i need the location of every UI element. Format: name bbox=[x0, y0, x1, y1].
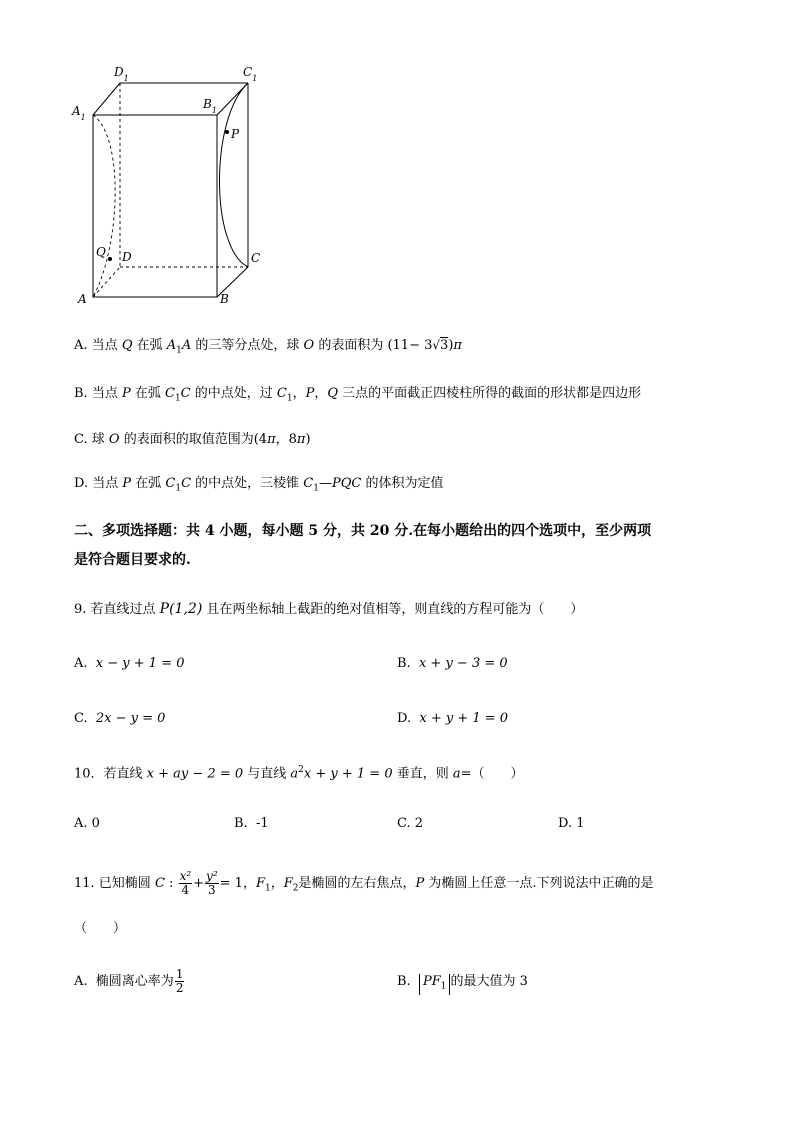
text: 的中点处，三棱锥 bbox=[191, 476, 304, 491]
superscript: 2 bbox=[298, 765, 304, 775]
option-letter: A. bbox=[74, 816, 88, 831]
var: O bbox=[108, 432, 120, 447]
option-value: 0 bbox=[91, 816, 100, 831]
equation: x − y + 1 = 0 bbox=[95, 656, 185, 671]
text: + bbox=[193, 876, 205, 891]
text: 的体积为定值 bbox=[361, 476, 444, 491]
var: P bbox=[305, 386, 315, 401]
subscript: 1 bbox=[175, 483, 182, 494]
label-a: A bbox=[78, 292, 87, 306]
subscript: 2 bbox=[292, 883, 299, 894]
denominator: 2 bbox=[175, 981, 184, 995]
section2-heading-line2: 是符合题目要求的. bbox=[74, 552, 191, 568]
text: 为椭圆上任意一点.下列说法中正确的是 bbox=[424, 876, 654, 891]
denominator: 3 bbox=[208, 883, 216, 897]
q11-option-a bbox=[74, 966, 185, 998]
text: =（ ） bbox=[460, 766, 524, 782]
arc-c1c bbox=[220, 83, 249, 267]
option-letter: B. bbox=[397, 656, 411, 671]
var: C bbox=[164, 386, 175, 401]
numerator: x² bbox=[179, 869, 192, 883]
text: 11. 已知椭圆 bbox=[74, 876, 155, 891]
text: 三点的平面截正四棱柱所得的截面的形状都是四边形 bbox=[338, 386, 642, 401]
expr: ) bbox=[448, 338, 454, 353]
var: A bbox=[181, 338, 192, 353]
var: —PQC bbox=[318, 476, 362, 491]
text: ) bbox=[305, 432, 311, 447]
var: C bbox=[154, 876, 165, 891]
text: 的三等分点处，球 bbox=[191, 338, 304, 353]
text: 的表面积的取值范围为(4 bbox=[119, 432, 268, 447]
q10-option-b bbox=[234, 815, 269, 833]
text: 当点 bbox=[92, 476, 123, 491]
q11-option-b bbox=[397, 966, 528, 998]
absolute-value bbox=[419, 974, 451, 995]
var: C bbox=[303, 476, 314, 491]
var: C bbox=[276, 386, 287, 401]
option-letter: C. bbox=[397, 816, 411, 831]
option-value: 2 bbox=[414, 816, 424, 831]
arc-a1a-hidden bbox=[93, 115, 115, 297]
q9-option-a bbox=[74, 655, 185, 673]
equation: x + y − 3 = 0 bbox=[418, 656, 508, 671]
var: F bbox=[255, 876, 265, 891]
var: C bbox=[165, 476, 176, 491]
var: F bbox=[283, 876, 293, 891]
q9-option-d bbox=[397, 710, 508, 728]
option-letter: C. bbox=[74, 432, 88, 447]
option-letter: D. bbox=[558, 816, 573, 831]
subscript: 1 bbox=[440, 981, 447, 992]
text: 当点 bbox=[91, 386, 122, 401]
option-value: 1 bbox=[576, 816, 585, 831]
subscript: 1 bbox=[313, 483, 319, 494]
point-q bbox=[108, 257, 112, 261]
label-b: B bbox=[220, 292, 229, 306]
text: 与直线 bbox=[243, 766, 291, 782]
text: 球 bbox=[91, 432, 109, 447]
option-letter: B. bbox=[397, 974, 411, 989]
edge-ad-hidden bbox=[93, 267, 120, 297]
var: P bbox=[415, 876, 425, 891]
var: a bbox=[452, 766, 461, 782]
text: 的中点处，过 bbox=[190, 386, 277, 401]
text: ，8 bbox=[275, 432, 297, 447]
pi: π bbox=[453, 338, 462, 353]
fraction bbox=[205, 870, 219, 897]
point-p bbox=[225, 130, 229, 134]
text: 10．若直线 bbox=[74, 766, 147, 782]
var: C bbox=[181, 476, 192, 491]
fraction bbox=[179, 870, 193, 897]
option-letter: A. bbox=[74, 974, 88, 989]
label-d: D bbox=[122, 250, 132, 264]
denominator: 4 bbox=[181, 883, 190, 897]
option-letter: C. bbox=[74, 711, 88, 726]
var: O bbox=[303, 338, 315, 353]
q8-option-d bbox=[74, 475, 443, 498]
q9-stem bbox=[74, 600, 583, 619]
q10-option-c bbox=[397, 815, 423, 833]
subscript: 1 bbox=[286, 393, 293, 404]
var: a bbox=[290, 766, 299, 782]
var: P bbox=[121, 386, 131, 401]
text: 的表面积为 bbox=[314, 338, 388, 353]
equation: x + y + 1 = 0 bbox=[303, 766, 393, 782]
var: A bbox=[166, 338, 177, 353]
option-letter: A. bbox=[74, 656, 88, 671]
var: P bbox=[122, 476, 132, 491]
text: 且在两坐标轴上截距的绝对值相等，则直线的方程可能为（ ） bbox=[202, 602, 584, 617]
option-letter: D. bbox=[74, 476, 89, 491]
expr: (11− 3 bbox=[387, 338, 433, 353]
option-letter: D. bbox=[397, 711, 412, 726]
q10-option-d bbox=[558, 815, 585, 833]
subscript: 1 bbox=[264, 883, 271, 894]
text: 在弧 bbox=[131, 476, 166, 491]
text: 9. 若直线过点 bbox=[74, 602, 160, 617]
equation: x + ay − 2 = 0 bbox=[146, 766, 244, 782]
numerator: 1 bbox=[175, 967, 184, 981]
option-value: -1 bbox=[255, 816, 269, 831]
sqrt-radicand: 3 bbox=[440, 338, 449, 353]
label-b1: $B_1$ bbox=[203, 97, 217, 115]
pi: π bbox=[267, 432, 276, 447]
var: C bbox=[180, 386, 191, 401]
section2-heading-line1: 二、多项选择题：共 4 小题，每小题 5 分，共 20 分.在每小题给出的四个选项中，至少两项 bbox=[74, 523, 652, 539]
q10-stem bbox=[74, 761, 524, 783]
q10-option-a bbox=[74, 815, 100, 833]
text: = 1 bbox=[219, 876, 243, 891]
var: PF bbox=[422, 974, 441, 989]
q8-option-a bbox=[74, 336, 462, 360]
label-q: Q bbox=[96, 245, 106, 259]
text: ， bbox=[270, 876, 284, 891]
q8-option-c bbox=[74, 431, 311, 449]
option-letter: B. bbox=[74, 386, 88, 401]
var: Q bbox=[327, 386, 339, 401]
q9-option-b bbox=[397, 655, 508, 673]
text: ， bbox=[292, 386, 306, 401]
front-face bbox=[93, 115, 217, 297]
option-letter: A. bbox=[74, 338, 88, 353]
sqrt-sign: √ bbox=[432, 338, 441, 352]
label-c: C bbox=[251, 251, 261, 265]
q11-answer-paren: （ ） bbox=[74, 921, 127, 936]
label-a1: $A_1$ bbox=[72, 104, 86, 122]
point: P(1,2) bbox=[159, 601, 203, 617]
text: 垂直，则 bbox=[392, 766, 453, 782]
text: 椭圆离心率为 bbox=[95, 974, 174, 989]
text: ， bbox=[242, 876, 256, 891]
option-letter: B. bbox=[234, 816, 248, 831]
pi: π bbox=[296, 432, 306, 447]
text: 在弧 bbox=[132, 338, 167, 353]
label-c1: $C_1$ bbox=[243, 65, 258, 83]
var: Q bbox=[121, 338, 133, 353]
equation: x + y + 1 = 0 bbox=[419, 711, 509, 726]
prism-figure bbox=[70, 58, 270, 308]
q9-option-c bbox=[74, 710, 165, 728]
q11-stem bbox=[74, 866, 654, 907]
label-p: P bbox=[231, 127, 240, 141]
fraction bbox=[175, 968, 185, 995]
label-d1: $D_1$ bbox=[114, 65, 129, 83]
text: 的最大值为 3 bbox=[450, 974, 528, 989]
edge-a1d1 bbox=[93, 83, 120, 115]
equation: 2x − y = 0 bbox=[95, 711, 166, 726]
q8-option-b bbox=[74, 385, 641, 408]
text: 是椭圆的左右焦点， bbox=[298, 876, 416, 891]
text: 当点 bbox=[91, 338, 122, 353]
text: : bbox=[164, 876, 178, 891]
numerator: y² bbox=[206, 869, 218, 883]
text: ， bbox=[314, 386, 328, 401]
text: 在弧 bbox=[130, 386, 165, 401]
subscript: 1 bbox=[174, 393, 181, 404]
subscript: 1 bbox=[176, 345, 182, 356]
